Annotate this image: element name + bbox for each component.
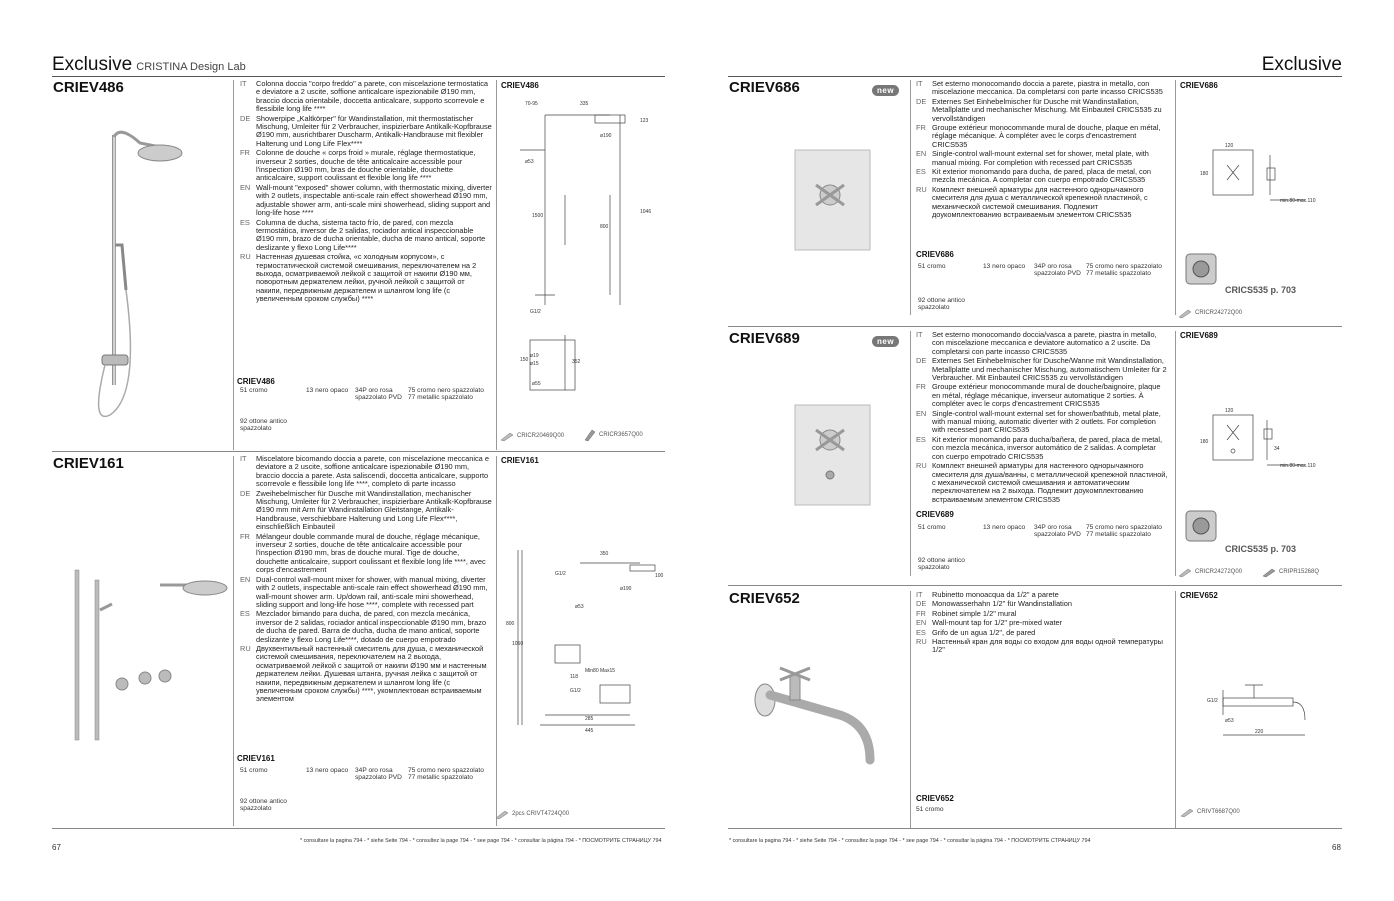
desc-row-de: DE Zweihebelmischer für Dusche mit Wandinstallation, mechanischer Mischung, Umleiter für 2 Verbraucher, inspizierbare Antikalk-Kopfbrause Ø190 mm mit Arm für Wandinstallation Gleitstange, Antikalk-Handbrause, verschiebbare Halterung und Long Life Flex****, einschließlich Einbauteil xyxy=(240,488,492,532)
dim-label: ø53 xyxy=(575,604,584,610)
finish-51: 51 cromo xyxy=(240,767,268,774)
desc-row-es: ES Kit exterior monomando para ducha/bañera, de pared, placa de metal, con mezcla mecánica, inversor automático de 2 salidas. A completar con cuerpo empotrado CRICS535 xyxy=(916,434,1163,461)
variant-code: CRIEV652 xyxy=(916,794,954,803)
dim-label: min.80-max.110 xyxy=(1280,463,1316,469)
dim-label: G1/2 xyxy=(555,571,566,577)
technical-drawing-criev686 xyxy=(1195,140,1335,210)
product-image-shower-plate xyxy=(780,140,880,260)
desc-row-fr: FR Groupe extérieur monocommande mural de douche/baignoire, plaque en métal, réglage mécanique, inverseur automatique 2 sorties. À compléter avec le corps d'encastrement CRICS535 xyxy=(916,382,1161,409)
desc-row-it: IT Rubinetto monoacqua da 1/2" a parete xyxy=(916,590,1059,599)
desc-row-es: ES Kit exterior monomando para ducha, de pared, placa de metal, con mezcla mecánica. A completar con cuerpo empotrado CRICS535 xyxy=(916,167,1151,185)
cartridge-icon xyxy=(500,430,514,442)
divider xyxy=(910,80,911,315)
dim-label: 352 xyxy=(572,359,581,365)
section-divider xyxy=(52,451,665,452)
left-header-rule xyxy=(52,76,665,77)
technical-drawing-criev486 xyxy=(500,95,665,395)
finish-75: 75 cromo nero spazzolato 77 metallic spazzolato xyxy=(1086,263,1162,278)
dim-label: ø15 xyxy=(530,361,539,367)
product-image-wall-tap xyxy=(745,650,885,770)
divider xyxy=(910,591,911,828)
finish-75: 75 cromo nero spazzolato 77 metallic spazzolato xyxy=(408,387,484,402)
desc-row-ru: RU Двухвентильный настенный смеситель для душа, с механической системой смешивания, переключателем на 2 выхода, осматриваемой лейкой с защитой от накипи Ø190 мм и настенным держателем лейки. Душевая штанга, ручная лейка с защитой от накипи, передвижным держателем и шлангом long life (с увеличенным сроком службы) ****, укомплектован встраиваемым элементом xyxy=(240,643,487,704)
desc-row-ru: RU Комплект внешней арматуры для настенного однорычажного смесителя для душа с металлической крепежной пластиной, с механической системой смешивания. Подлежит доукомплектованию встраиваемым элементом CRICS535 xyxy=(916,184,1148,220)
desc-row-de: DE Monowasserhahn 1/2" für Wandinstallation xyxy=(916,599,1072,609)
product-description xyxy=(916,331,1168,505)
variant-code: CRIEV486 xyxy=(237,377,275,386)
divider xyxy=(1175,80,1176,315)
desc-row-fr: FR Mélangeur double commande mural de douche, réglage mécanique, inverseur 2 sorties, douche de tête anticalcaire accessible pour l'inspection Ø190 mm, bras de douche mural. Tige de douche, douchette anticalcaire, support coulissant et flexible long life ****, avec corps d'encastrement xyxy=(240,531,486,575)
dim-label: G1/2 xyxy=(570,688,581,694)
dim-label: 1046 xyxy=(640,209,652,215)
dim-label: 800 xyxy=(506,621,515,627)
dim-label: 800 xyxy=(600,224,609,230)
technical-drawing-criev689 xyxy=(1195,405,1335,475)
desc-row-ru: RU Комплект внешней арматуры для настенного однорычажного смесителя для душа/ванны, с металлической крепежной пластиной, с механической системой смешивания и автоматическим переключателем на 2 выхода. Подлежит доукомплектованию встраиваемым элементом CRICS535 xyxy=(916,461,1168,504)
dim-label: 100 xyxy=(655,573,664,579)
dim-label: G1/2 xyxy=(1207,698,1218,704)
product-image-shower-column xyxy=(80,115,195,445)
dim-label: ø53 xyxy=(525,159,534,165)
finish-13: 13 nero opaco xyxy=(983,524,1026,531)
divider xyxy=(233,80,234,450)
desc-row-en: EN Single-control wall-mount external set for shower/bathtub, metal plate, with manual mixing, automatic diverter with 2 outlets. For completion with recessed part CRICS535 xyxy=(916,408,1161,435)
divider xyxy=(496,80,497,450)
drawing-code: CRIEV686 xyxy=(1180,81,1218,90)
finish-51: 51 cromo xyxy=(240,387,268,394)
finish-92: 92 ottone antico spazzolato xyxy=(918,557,965,572)
page-number-left: 67 xyxy=(52,843,61,852)
product-image-recessed-part xyxy=(1180,505,1222,547)
product-image-shower-set xyxy=(60,560,230,745)
finish-34p: 34P oro rosa spazzolato PVD xyxy=(355,387,402,402)
reference-link[interactable]: CRICS535 p. 703 xyxy=(1225,285,1297,295)
page-number-right: 68 xyxy=(1332,843,1341,852)
technical-drawing-criev161 xyxy=(500,545,665,735)
desc-row-en: EN Dual-control wall-mount mixer for shower, with manual mixing, diverter with 2 outlets, inspectable anti-scale rain effect showerhead Ø190 mm, wall-mount shower arm. Up/down rail, anti-scale mini showerhead, sliding support and long-life hose ****, complete with recessed part xyxy=(240,574,488,609)
spare-part: CRICR24272Q00 xyxy=(1178,307,1242,319)
finish-75: 75 cromo nero spazzolato 77 metallic spazzolato xyxy=(408,767,484,782)
product-code: CRIEV686 xyxy=(729,79,800,96)
desc-row-es: ES Grifo de un agua 1/2", de pared xyxy=(916,627,1036,637)
divider xyxy=(1175,331,1176,576)
dim-label: ø53 xyxy=(1225,718,1234,724)
dim-label: 120 xyxy=(1225,143,1234,149)
drawing-code: CRIEV161 xyxy=(501,456,539,465)
desc-row-fr: FR Groupe extérieur monocommande mural de douche, plaque en métal, réglage mécanique. À compléter avec le corps d'encastrement CRICS535 xyxy=(916,123,1161,149)
variant-code: CRIEV689 xyxy=(916,510,954,519)
product-description xyxy=(240,455,492,705)
dim-label: 180 xyxy=(1200,439,1209,445)
dim-label: 350 xyxy=(600,551,609,557)
technical-drawing-criev652 xyxy=(1205,680,1315,740)
footer-note: * consultare la pagina 794 - * siehe Seite 794 - * consultez la page 794 - * see page 794 - * consultar la página 794 - * ПОСМОТРИТЕ СТРАНИЦУ 794 xyxy=(729,838,1091,844)
dim-label: 150 xyxy=(520,357,529,363)
left-page-title xyxy=(52,54,246,76)
spare-part: CRICR20469Q00 xyxy=(500,430,564,442)
finish-75: 75 cromo nero spazzolato 77 metallic spazzolato xyxy=(1086,524,1162,539)
dim-label: 123 xyxy=(640,118,649,124)
divider xyxy=(233,456,234,826)
finish-34p: 34P oro rosa spazzolato PVD xyxy=(1034,263,1081,278)
dim-label: min.80-max.110 xyxy=(1280,198,1316,204)
left-title-text: Exclusive xyxy=(52,54,133,75)
product-code: CRIEV689 xyxy=(729,330,800,347)
dim-label: 34 xyxy=(1274,446,1280,452)
product-code: CRIEV161 xyxy=(53,455,124,472)
desc-row-de: DE Externes Set Einhebelmischer für Dusche/Wanne mit Wandinstallation, Metallplatte und mechanischer Mischung, automatischem Umleiter für 2 Verbraucher. Mit Einbauteil CRICS535 zu vervollständigen xyxy=(916,356,1167,383)
variant-code: CRIEV686 xyxy=(916,250,954,259)
desc-row-es: ES Mezclador bimando para ducha, de pared, con mezcla mecánica, inversor de 2 salidas, rociador antical inspeccionable Ø190 mm, brazo de ducha de pared. Barra de ducha, ducha de mano antical, soporte deslizante y flexo Long Life****, dotado de cuerpo empotrado xyxy=(240,609,487,644)
desc-row-de: DE Showerpipe „Kaltkörper" für Wandinstallation, mit thermostatischer Mischung, Umleiter für 2 Verbraucher, inspizierbare Antikalk-Kopfbrause Ø190 mm, ausrichtbarer Duscharm, Antikalk-Handbrause mit flexibler Halterung und Long Life Flex**** xyxy=(240,113,492,148)
finish-13: 13 nero opaco xyxy=(983,263,1026,270)
drawing-code: CRIEV689 xyxy=(1180,331,1218,340)
dim-label: 180 xyxy=(1200,171,1209,177)
dim-label: ø190 xyxy=(600,133,612,139)
finish-34p: 34P oro rosa spazzolato PVD xyxy=(355,767,402,782)
desc-row-en: EN Single-control wall-mount external set for shower, metal plate, with manual mixing. For completion with recessed part CRICS535 xyxy=(916,149,1149,167)
finish-34p: 34P oro rosa spazzolato PVD xyxy=(1034,524,1081,539)
desc-row-it: IT Set esterno monocomando doccia/vasca a parete, piastra in metallo, con miscelazione meccanica e deviatore automatico a 2 uscite. Da completarsi con parte incasso CRICS535 xyxy=(916,330,1157,356)
desc-row-it: IT Colonna doccia "corpo freddo" a parete, con miscelazione termostatica e deviatore a 2 uscite, soffione anticalcare ispezionabile Ø190 mm, braccio doccia orientabile, doccetta anticalcare, supporto scorrevole e flessibile long life **** xyxy=(240,79,489,114)
product-image-shower-bath-plate xyxy=(780,395,880,515)
spare-part: 2pcs CRIVT4724Q00 xyxy=(495,808,569,820)
product-description xyxy=(240,80,492,305)
variant-code: CRIEV161 xyxy=(237,754,275,763)
finish-51: 51 cromo xyxy=(916,806,944,813)
cartridge-icon xyxy=(1178,307,1192,319)
finish-13: 13 nero opaco xyxy=(306,387,349,394)
cartridge-icon xyxy=(1262,566,1276,578)
dim-label: 120 xyxy=(1225,408,1234,414)
cartridge-icon xyxy=(1178,566,1192,578)
right-header-rule xyxy=(728,76,1342,77)
desc-row-fr: FR Robinet simple 1/2" mural xyxy=(916,608,1017,618)
footer-rule xyxy=(728,828,1342,829)
dim-label: 445 xyxy=(585,728,594,734)
finish-92: 92 ottone antico spazzolato xyxy=(918,297,965,312)
desc-row-en: EN Wall-mount tap for 1/2" pre-mixed water xyxy=(916,618,1063,628)
cartridge-icon xyxy=(582,428,596,442)
finish-92: 92 ottone antico spazzolato xyxy=(240,798,287,813)
new-badge: new xyxy=(872,336,899,347)
desc-row-de: DE Externes Set Einhebelmischer für Dusche mit Wandinstallation, Metallplatte und mechanischer Mischung. Mit Einbauteil CRICS535 zu vervollständigen xyxy=(916,96,1162,123)
divider xyxy=(496,456,497,826)
dim-label: 70-95 xyxy=(525,101,538,107)
desc-row-ru: RU Настенная душевая стойка, «с холодным корпусом», с термостатической системой смешивания, переключателем на 2 выхода, осматриваемой лейкой с защитой от накипи Ø190 мм, поворотным держателем лейки, ручной лейкой с защитой от накипи, передвижным держателем и шлангом long life (с увеличенным сроком службы) **** xyxy=(240,252,477,304)
cartridge-icon xyxy=(1180,806,1194,818)
reference-link[interactable]: CRICS535 p. 703 xyxy=(1225,544,1297,554)
dim-label: 220 xyxy=(1255,729,1264,735)
spare-part: CRICR24272Q00 xyxy=(1178,566,1242,578)
dim-label: 335 xyxy=(580,101,589,107)
dim-label: G1/2 xyxy=(530,309,541,315)
desc-row-es: ES Columna de ducha, sistema tacto frío, de pared, con mezcla termostática, inversor de 2 salidas, rociador antical inspeccionable Ø190 mm, brazo de ducha orientable, ducha de mano antical, soporte deslizante y flexo Long Life**** xyxy=(240,217,486,252)
spare-part: CRIVT6687Q00 xyxy=(1180,806,1240,818)
section-divider xyxy=(728,326,1342,327)
footer-note: * consultare la pagina 794 - * siehe Seite 794 - * consultez la page 794 - * see page 794 - * consultar la página 794 - * ПОСМОТРИТЕ СТРАНИЦУ 794 xyxy=(300,838,662,844)
dim-label: 118 xyxy=(570,674,578,680)
product-description xyxy=(916,591,1168,656)
product-image-recessed-part xyxy=(1180,248,1222,290)
section-divider xyxy=(728,585,1342,586)
product-code: CRIEV486 xyxy=(53,79,124,96)
product-code: CRIEV652 xyxy=(729,590,800,607)
footer-rule xyxy=(52,828,665,829)
drawing-code: CRIEV486 xyxy=(501,81,539,90)
desc-row-it: IT Miscelatore bicomando doccia a parete, con miscelazione meccanica e deviatore a 2 uscite, soffione anticalcare ispezionabile Ø190 mm, braccio doccia a parete. Asta saliscendi, doccetta anticalcare, supporto scorrevole e flessibile long life ****, completo di parte incasso xyxy=(240,454,489,489)
spare-part: CRICR3657Q00 xyxy=(582,428,643,442)
dim-label: ø19 xyxy=(530,353,539,359)
dim-label: 1500 xyxy=(532,213,544,219)
finish-51: 51 cromo xyxy=(918,263,946,270)
desc-row-ru: RU Настенный кран для воды со входом для воды одной температуры 1/2" xyxy=(916,637,1163,655)
drawing-code: CRIEV652 xyxy=(1180,591,1218,600)
spare-part: CRIPR15268Q xyxy=(1262,566,1319,578)
desc-row-it: IT Set esterno monocomando doccia a parete, piastra in metallo, con miscelazione meccanica. Da completarsi con parte incasso CRICS535 xyxy=(916,79,1163,97)
finish-13: 13 nero opaco xyxy=(306,767,349,774)
divider xyxy=(1175,591,1176,828)
dim-label: 285 xyxy=(585,716,594,722)
product-description xyxy=(916,80,1168,221)
dim-label: Min80 Max15 xyxy=(585,668,616,674)
dim-label: ø190 xyxy=(620,586,632,592)
desc-row-en: EN Wall-mount "exposed" shower column, with thermostatic mixing, diverter with 2 outlets, inspectable anti-scale rain effect showerhead Ø190 mm, adjustable shower arm, anti-scale mini showerhead, sliding support and long-life hose **** xyxy=(240,182,492,218)
left-subtitle: CRISTINA Design Lab xyxy=(136,61,246,73)
new-badge: new xyxy=(872,85,899,96)
finish-92: 92 ottone antico spazzolato xyxy=(240,418,287,433)
dim-label: ø55 xyxy=(532,381,541,387)
cartridge-icon xyxy=(495,808,509,820)
dim-label: 1060 xyxy=(512,641,524,647)
finish-51: 51 cromo xyxy=(918,524,946,531)
desc-row-fr: FR Colonne de douche « corps froid » murale, réglage thermostatique, inverseur 2 sorties, douche de tête anticalcaire accessible pour l'inspection Ø190 mm, bras de douche orientable, douchette anticalcaire, support coulissant et flexible long life **** xyxy=(240,148,476,183)
right-page-title: Exclusive xyxy=(1261,54,1342,75)
divider xyxy=(910,331,911,576)
